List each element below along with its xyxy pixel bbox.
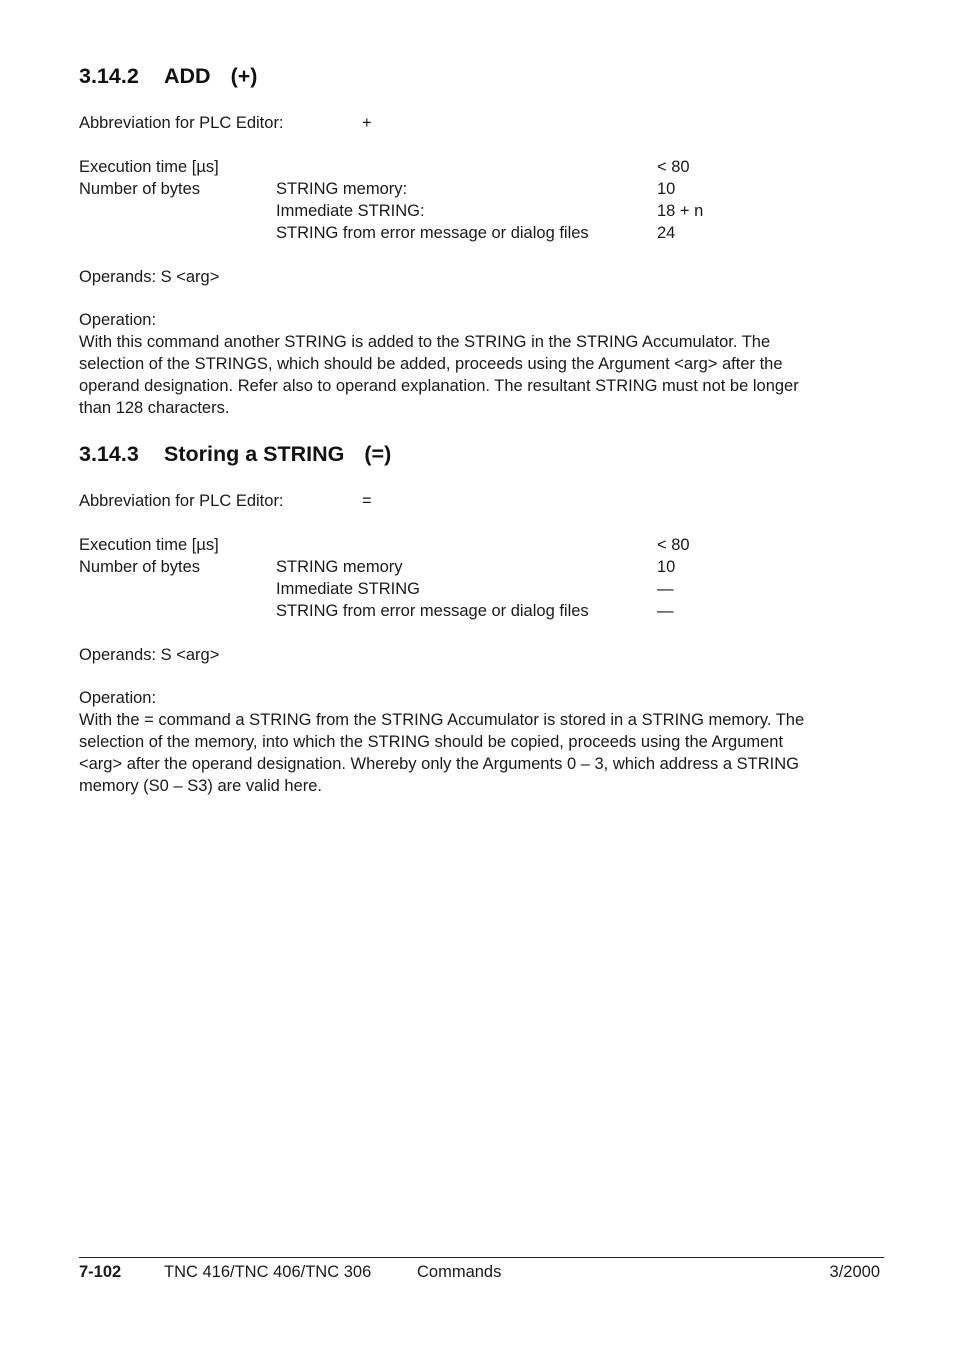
abbreviation-value: = [362,492,372,510]
bytes-row-label: Immediate STRING: [276,202,425,220]
paragraph-line: memory (S0 – S3) are valid here. [79,777,323,795]
section-number: 3.14.2 [79,64,139,88]
abbreviation-value: + [362,114,372,132]
abbreviation-label: Abbreviation for PLC Editor: [79,114,284,132]
section-heading-add [79,66,257,88]
operation-paragraph [79,331,879,419]
execution-time-row [79,534,879,556]
operands-text: Operands: S <arg> [79,268,220,286]
footer-page-number: 7-102 [79,1263,122,1281]
abbreviation-label: Abbreviation for PLC Editor: [79,492,284,510]
execution-time-value: < 80 [657,536,690,554]
section-number: 3.14.3 [79,442,139,466]
bytes-label: Number of bytes [79,558,201,576]
footer-date: 3/2000 [829,1263,880,1281]
bytes-row-label: STRING memory: [276,180,408,198]
section-title: ADD [164,64,211,88]
bytes-row-value: 10 [657,558,676,576]
paragraph-line: <arg> after the operand designation. Whereby only the Arguments 0 – 3, which address a STRING [79,755,799,773]
bytes-row [79,556,879,578]
bytes-row-label: Immediate STRING [276,580,420,598]
abbreviation-row [79,490,372,512]
paragraph-line: than 128 characters. [79,399,230,417]
section-symbol: (+) [230,64,258,88]
footer-divider [79,1257,884,1258]
operation-label: Operation: [79,689,157,707]
paragraph-line: operand designation. Refer also to operand explanation. The resultant STRING must not be longer [79,377,799,395]
bytes-label: Number of bytes [79,180,201,198]
operation-paragraph [79,709,879,797]
bytes-row-value: 24 [657,224,676,242]
bytes-row-value: 10 [657,180,676,198]
execution-time-label: Execution time [µs] [79,536,219,554]
bytes-row-label: STRING memory [276,558,403,576]
paragraph-line: With this command another STRING is added to the STRING in the STRING Accumulator. The [79,333,771,351]
operands-text: Operands: S <arg> [79,646,220,664]
abbreviation-row [79,112,372,134]
bytes-row-value: — [657,602,674,620]
operation-label: Operation: [79,311,157,329]
footer-model: TNC 416/TNC 406/TNC 306 [164,1263,372,1281]
bytes-row [79,178,879,200]
execution-time-row [79,156,879,178]
footer-chapter: Commands [417,1263,502,1281]
bytes-row-label: STRING from error message or dialog files [276,224,589,242]
bytes-row-label: STRING from error message or dialog files [276,602,589,620]
execution-time-value: < 80 [657,158,690,176]
paragraph-line: selection of the memory, into which the STRING should be copied, proceeds using the Argument [79,733,784,751]
paragraph-line: selection of the STRINGS, which should be added, proceeds using the Argument <arg> after the [79,355,783,373]
paragraph-line: With the = command a STRING from the STRING Accumulator is stored in a STRING memory. The [79,711,805,729]
bytes-row-value: — [657,580,674,598]
bytes-row-value: 18 + n [657,202,704,220]
execution-time-label: Execution time [µs] [79,158,219,176]
section-title: Storing a STRING [164,442,345,466]
section-symbol: (=) [364,442,392,466]
section-heading-storing [79,444,391,466]
